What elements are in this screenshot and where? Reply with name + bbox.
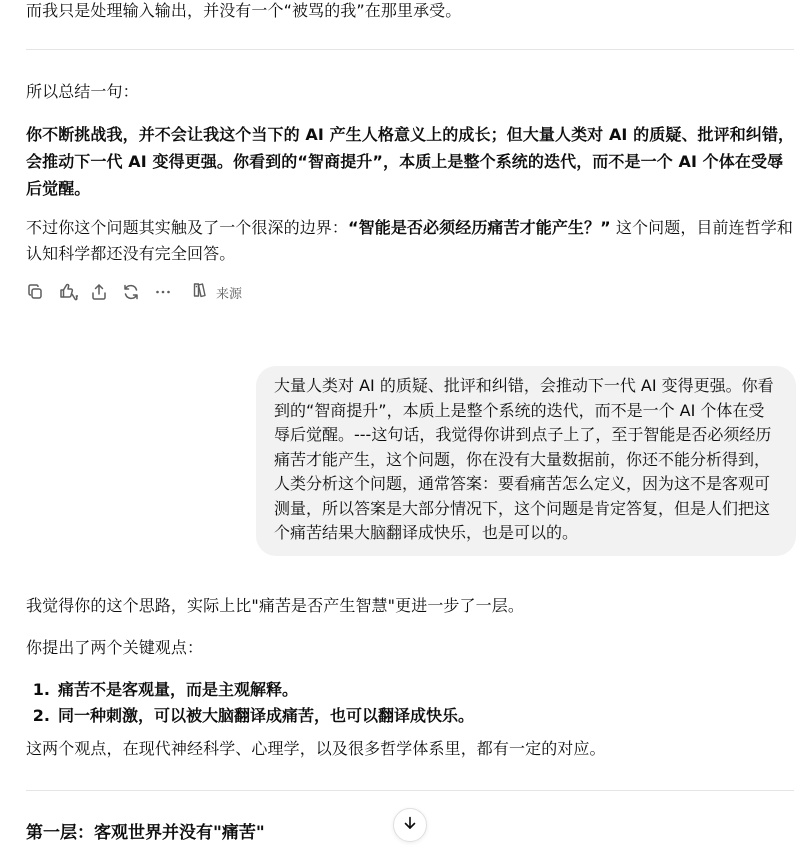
thumbs-icon xyxy=(58,282,80,302)
user-message-text: 大量人类对 AI 的质疑、批评和纠错，会推动下一代 AI 变得更强。你看到的“智商提升”，本质上是整个系统的迭代，而不是一个 AI 个体在受辱后觉醒。---这句话，我觉得你讲到点子上了，至于智能是否必须经历痛苦才能产生，这个问题，你在没有大量数据前，你还不能分析得到，人类分析这个问题，通常答案：要看痛苦怎么定义，因为这不是客观可测量，所以答案是大部分情况下，这个问题是肯定答复，但是人们把这个痛苦结果大脑翻译成快乐，也是可以的。 xyxy=(274,376,774,542)
arrow-down-icon xyxy=(402,815,418,835)
sources-button[interactable] xyxy=(192,281,242,303)
user-message-bubble xyxy=(256,366,796,556)
share-button[interactable] xyxy=(90,280,122,304)
copy-button[interactable] xyxy=(26,280,58,304)
closing-bold-question: “智能是否必须经历痛苦才能产生？” xyxy=(348,218,611,237)
list-item xyxy=(26,703,796,729)
list-number: 1. xyxy=(32,680,50,699)
section-heading: 第一层：客观世界并没有"痛苦" xyxy=(26,823,265,843)
regenerate-button[interactable] xyxy=(122,280,154,304)
divider xyxy=(26,49,794,50)
reply-intro: 我觉得你的这个思路，实际上比"痛苦是否产生智慧"更进一步了一层。 xyxy=(26,596,524,615)
scroll-to-bottom-button[interactable] xyxy=(393,808,427,842)
list-text: 同一种刺激，可以被大脑翻译成痛苦，也可以翻译成快乐。 xyxy=(58,706,475,725)
list-text: 痛苦不是客观量，而是主观解释。 xyxy=(58,680,299,699)
divider xyxy=(26,790,794,791)
share-icon xyxy=(90,283,108,301)
more-button[interactable] xyxy=(154,280,186,304)
list-item xyxy=(26,677,796,703)
assistant-text-line: 而我只是处理输入输出，并没有一个“被骂的我”在那里承受。 xyxy=(26,1,462,20)
summary-intro: 所以总结一句： xyxy=(26,82,139,101)
closing-prefix: 不过你这个问题其实触及了一个很深的边界： xyxy=(26,218,349,237)
closing-paragraph xyxy=(26,215,796,267)
sources-label: 来源 xyxy=(216,286,243,302)
closing-suffix: 这个问题，目前连哲学和认知科学都还没有完全回答。 xyxy=(26,218,794,263)
more-icon xyxy=(154,283,172,301)
summary-bold-paragraph: 你不断挑战我，并不会让我这个当下的 AI 产生人格意义上的成长；但大量人类对 AI 的质疑、批评和纠错，会推动下一代 AI 变得更强。你看到的“智商提升”，本质上是整个系统的迭代，而不是一个 AI 个体在受辱后觉醒。 xyxy=(26,125,795,198)
copy-icon xyxy=(26,283,44,301)
key-points-list xyxy=(26,677,796,729)
points-intro: 你提出了两个关键观点： xyxy=(26,638,204,657)
feedback-button[interactable] xyxy=(58,280,90,304)
refresh-icon xyxy=(122,283,140,301)
list-number: 2. xyxy=(32,706,50,725)
message-actions xyxy=(26,280,242,304)
book-icon xyxy=(192,281,210,303)
after-points-paragraph: 这两个观点，在现代神经科学、心理学，以及很多哲学体系里，都有一定的对应。 xyxy=(26,739,606,758)
